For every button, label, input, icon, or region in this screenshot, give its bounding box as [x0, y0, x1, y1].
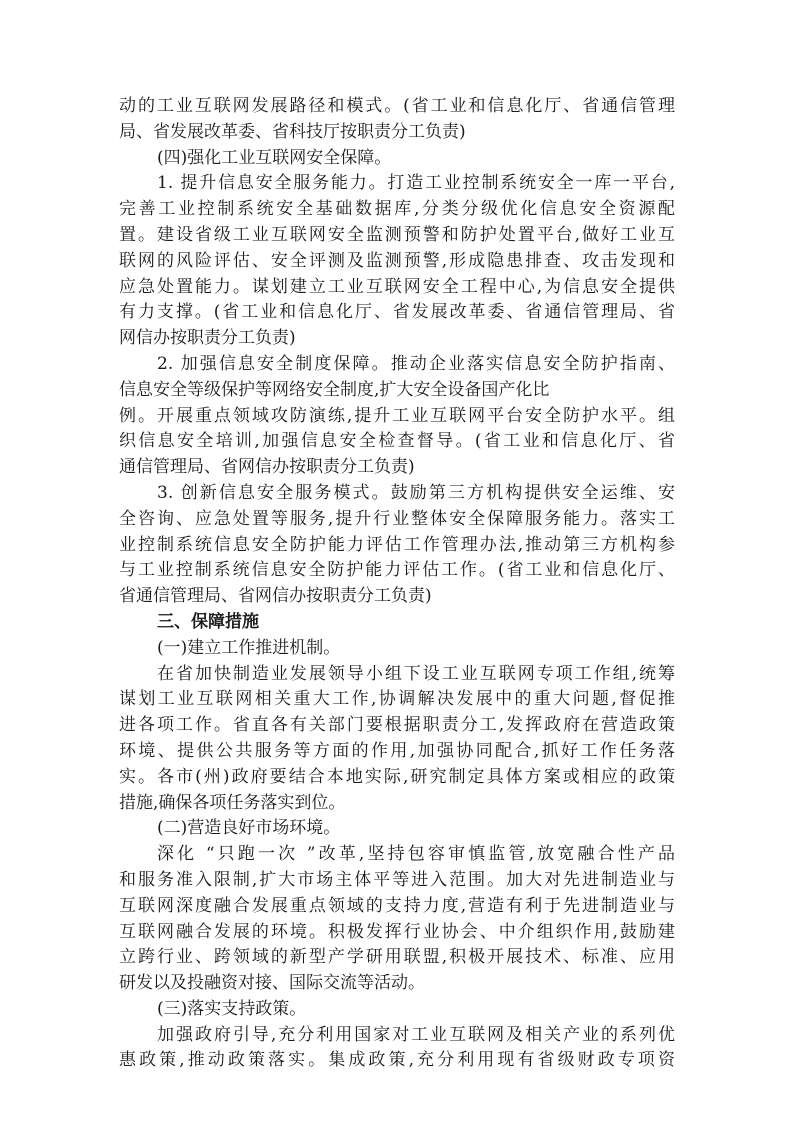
text-line: 互联网融合发展的环境。积极发挥行业协会、中介组织作用,鼓励建 [119, 921, 675, 942]
text-line: 进各项工作。省直各有关部门要根据职责分工,发挥政府在营造政策 [119, 715, 675, 736]
text-line: 例。开展重点领域攻防演练,提升工业互联网平台安全防护水平。组 [119, 405, 675, 426]
section-heading: 三、保障措施 [157, 611, 259, 632]
text-line: 通信管理局、省网信办按职责分工负责) [119, 457, 415, 478]
text-line: 织信息安全培训,加强信息安全检查督导。(省工业和信息化厅、省 [119, 431, 675, 452]
document-page [119, 94, 675, 1074]
text-line: 研发以及投融资对接、国际交流等活动。 [119, 973, 425, 994]
text-line: (四)强化工业互联网安全保障。 [157, 147, 392, 168]
text-line: 网信办按职责分工负责) [119, 328, 296, 349]
text-line: 深化 “只跑一次 ”改革,坚持包容审慎监管,放宽融合性产品 [157, 844, 675, 865]
text-line: 实。各市(州)政府要结合本地实际,研究制定具体方案或相应的政策 [119, 766, 675, 787]
text-line: 在省加快制造业发展领导小组下设工业互联网专项工作组,统筹 [157, 663, 675, 684]
text-line: 环境、提供公共服务等方面的作用,加强协同配合,抓好工作任务落 [119, 740, 675, 761]
text-line: 措施,确保各项任务落实到位。 [119, 792, 346, 813]
text-line: 动的工业互联网发展路径和模式。(省工业和信息化厅、省通信管理 [119, 96, 675, 116]
text-line: 互联网深度融合发展重点领域的支持力度,营造有利于先进制造业与 [119, 895, 675, 916]
text-line: 3. 创新信息安全服务模式。鼓励第三方机构提供安全运维、安 [157, 482, 675, 503]
text-line: 加强政府引导,充分利用国家对工业互联网及相关产业的系列优 [157, 1024, 675, 1045]
text-line: (一)建立工作推进机制。 [157, 637, 341, 658]
text-line: 局、省发展改革委、省科技厅按职责分工负责) [119, 121, 466, 142]
text-line: 立跨行业、跨领域的新型产学研用联盟,积极开展技术、标准、应用 [119, 947, 675, 968]
text-line: 有力支撑。(省工业和信息化厅、省发展改革委、省通信管理局、省 [119, 302, 675, 323]
text-line: (三)落实支持政策。 [157, 998, 307, 1019]
text-line: 应急处置能力。谋划建立工业互联网安全工程中心,为信息安全提供 [119, 276, 675, 297]
text-line: 与工业控制系统信息安全防护能力评估工作。(省工业和信息化厅、 [119, 560, 675, 581]
text-line: 联网的风险评估、安全评测及监测预警,形成隐患排查、攻击发现和 [119, 250, 675, 271]
text-line: 完善工业控制系统安全基础数据库,分类分级优化信息安全资源配 [119, 199, 675, 220]
text-line: 谋划工业互联网相关重大工作,协调解决发展中的重大问题,督促推 [119, 689, 675, 710]
text-line: 业控制系统信息安全防护能力评估工作管理办法,推动第三方机构参 [119, 534, 675, 555]
text-line: 1. 提升信息安全服务能力。打造工业控制系统安全一库一平台, [157, 173, 675, 194]
text-line: 置。建设省级工业互联网安全监测预警和防护处置平台,做好工业互 [119, 224, 675, 245]
text-line: 惠政策,推动政策落实。集成政策,充分利用现有省级财政专项资 [119, 1050, 675, 1071]
text-line: 信息安全等级保护等网络安全制度,扩大安全设备国产化比 [119, 379, 550, 400]
text-line: 全咨询、应急处置等服务,提升行业整体安全保障服务能力。落实工 [119, 508, 675, 529]
text-line: 和服务准入限制,扩大市场主体平等进入范围。加大对先进制造业与 [119, 869, 675, 890]
text-line: (二)营造良好市场环境。 [157, 818, 341, 839]
text-line: 2. 加强信息安全制度保障。推动企业落实信息安全防护指南、 [157, 353, 675, 374]
text-line: 省通信管理局、省网信办按职责分工负责) [119, 586, 432, 607]
